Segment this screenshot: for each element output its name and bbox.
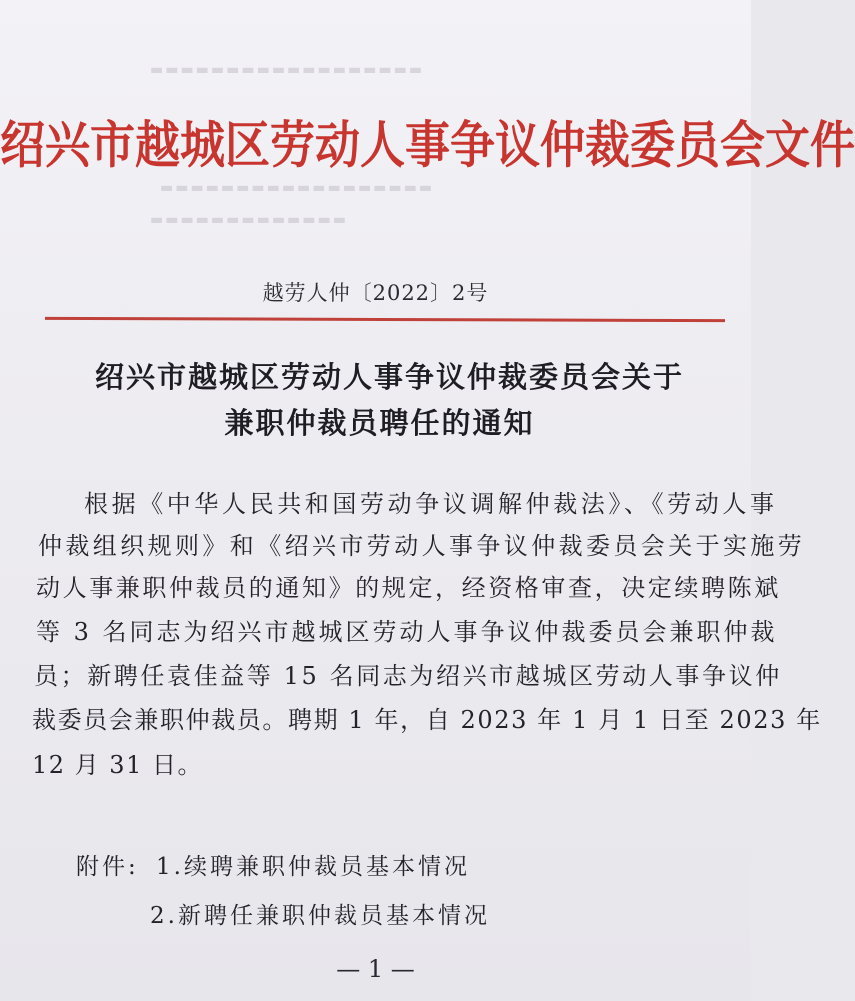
attachments-label: 附件:: [76, 854, 139, 880]
red-divider-line: [45, 317, 725, 322]
body-paragraph-line: 等 3 名同志为绍兴市越城区劳动人事争议仲裁委员会兼职仲裁: [36, 618, 778, 646]
show-through-decoration: ▬▬▬▬▬▬▬▬▬▬▬▬▬▬▬▬▬▬: [150, 62, 425, 78]
body-paragraph-line: 仲裁组织规则》和《绍兴市劳动人事争议仲裁委员会关于实施劳: [38, 532, 806, 560]
body-paragraph-line: 根据《中华人民共和国劳动争议调解仲裁法》、《劳动人事: [84, 490, 778, 518]
body-paragraph-line: 12 月 31 日。: [32, 751, 203, 779]
show-through-decoration: ▬▬▬▬▬▬▬▬▬▬▬▬▬▬▬▬▬▬: [160, 180, 435, 196]
show-through-decoration: ▬▬▬▬▬▬▬▬▬▬▬▬▬: [150, 212, 348, 228]
document-masthead: 绍兴市越城区劳动人事争议仲裁委员会文件: [0, 115, 855, 175]
notice-title-line-1: 绍兴市越城区劳动人事争议仲裁委员会关于: [94, 360, 684, 394]
page-number: — 1 —: [336, 955, 415, 983]
body-paragraph-line: 裁委员会兼职仲裁员。聘期 1 年，自 2023 年 1 月 1 日至 2023 年: [32, 706, 822, 734]
notice-title-line-2: 兼职仲裁员聘任的通知: [224, 406, 535, 440]
attachment-item: 2.新聘任兼职仲裁员基本情况: [150, 903, 490, 929]
attachment-item: 1.续聘兼职仲裁员基本情况: [156, 854, 470, 880]
document-number: 越劳人仲〔2022〕2号: [262, 281, 489, 305]
body-paragraph-line: 动人事兼职仲裁员的通知》的规定，经资格审查，决定续聘陈斌: [36, 574, 781, 602]
body-paragraph-line: 员；新聘任袁佳益等 15 名同志为绍兴市越城区劳动人事争议仲: [34, 662, 782, 690]
